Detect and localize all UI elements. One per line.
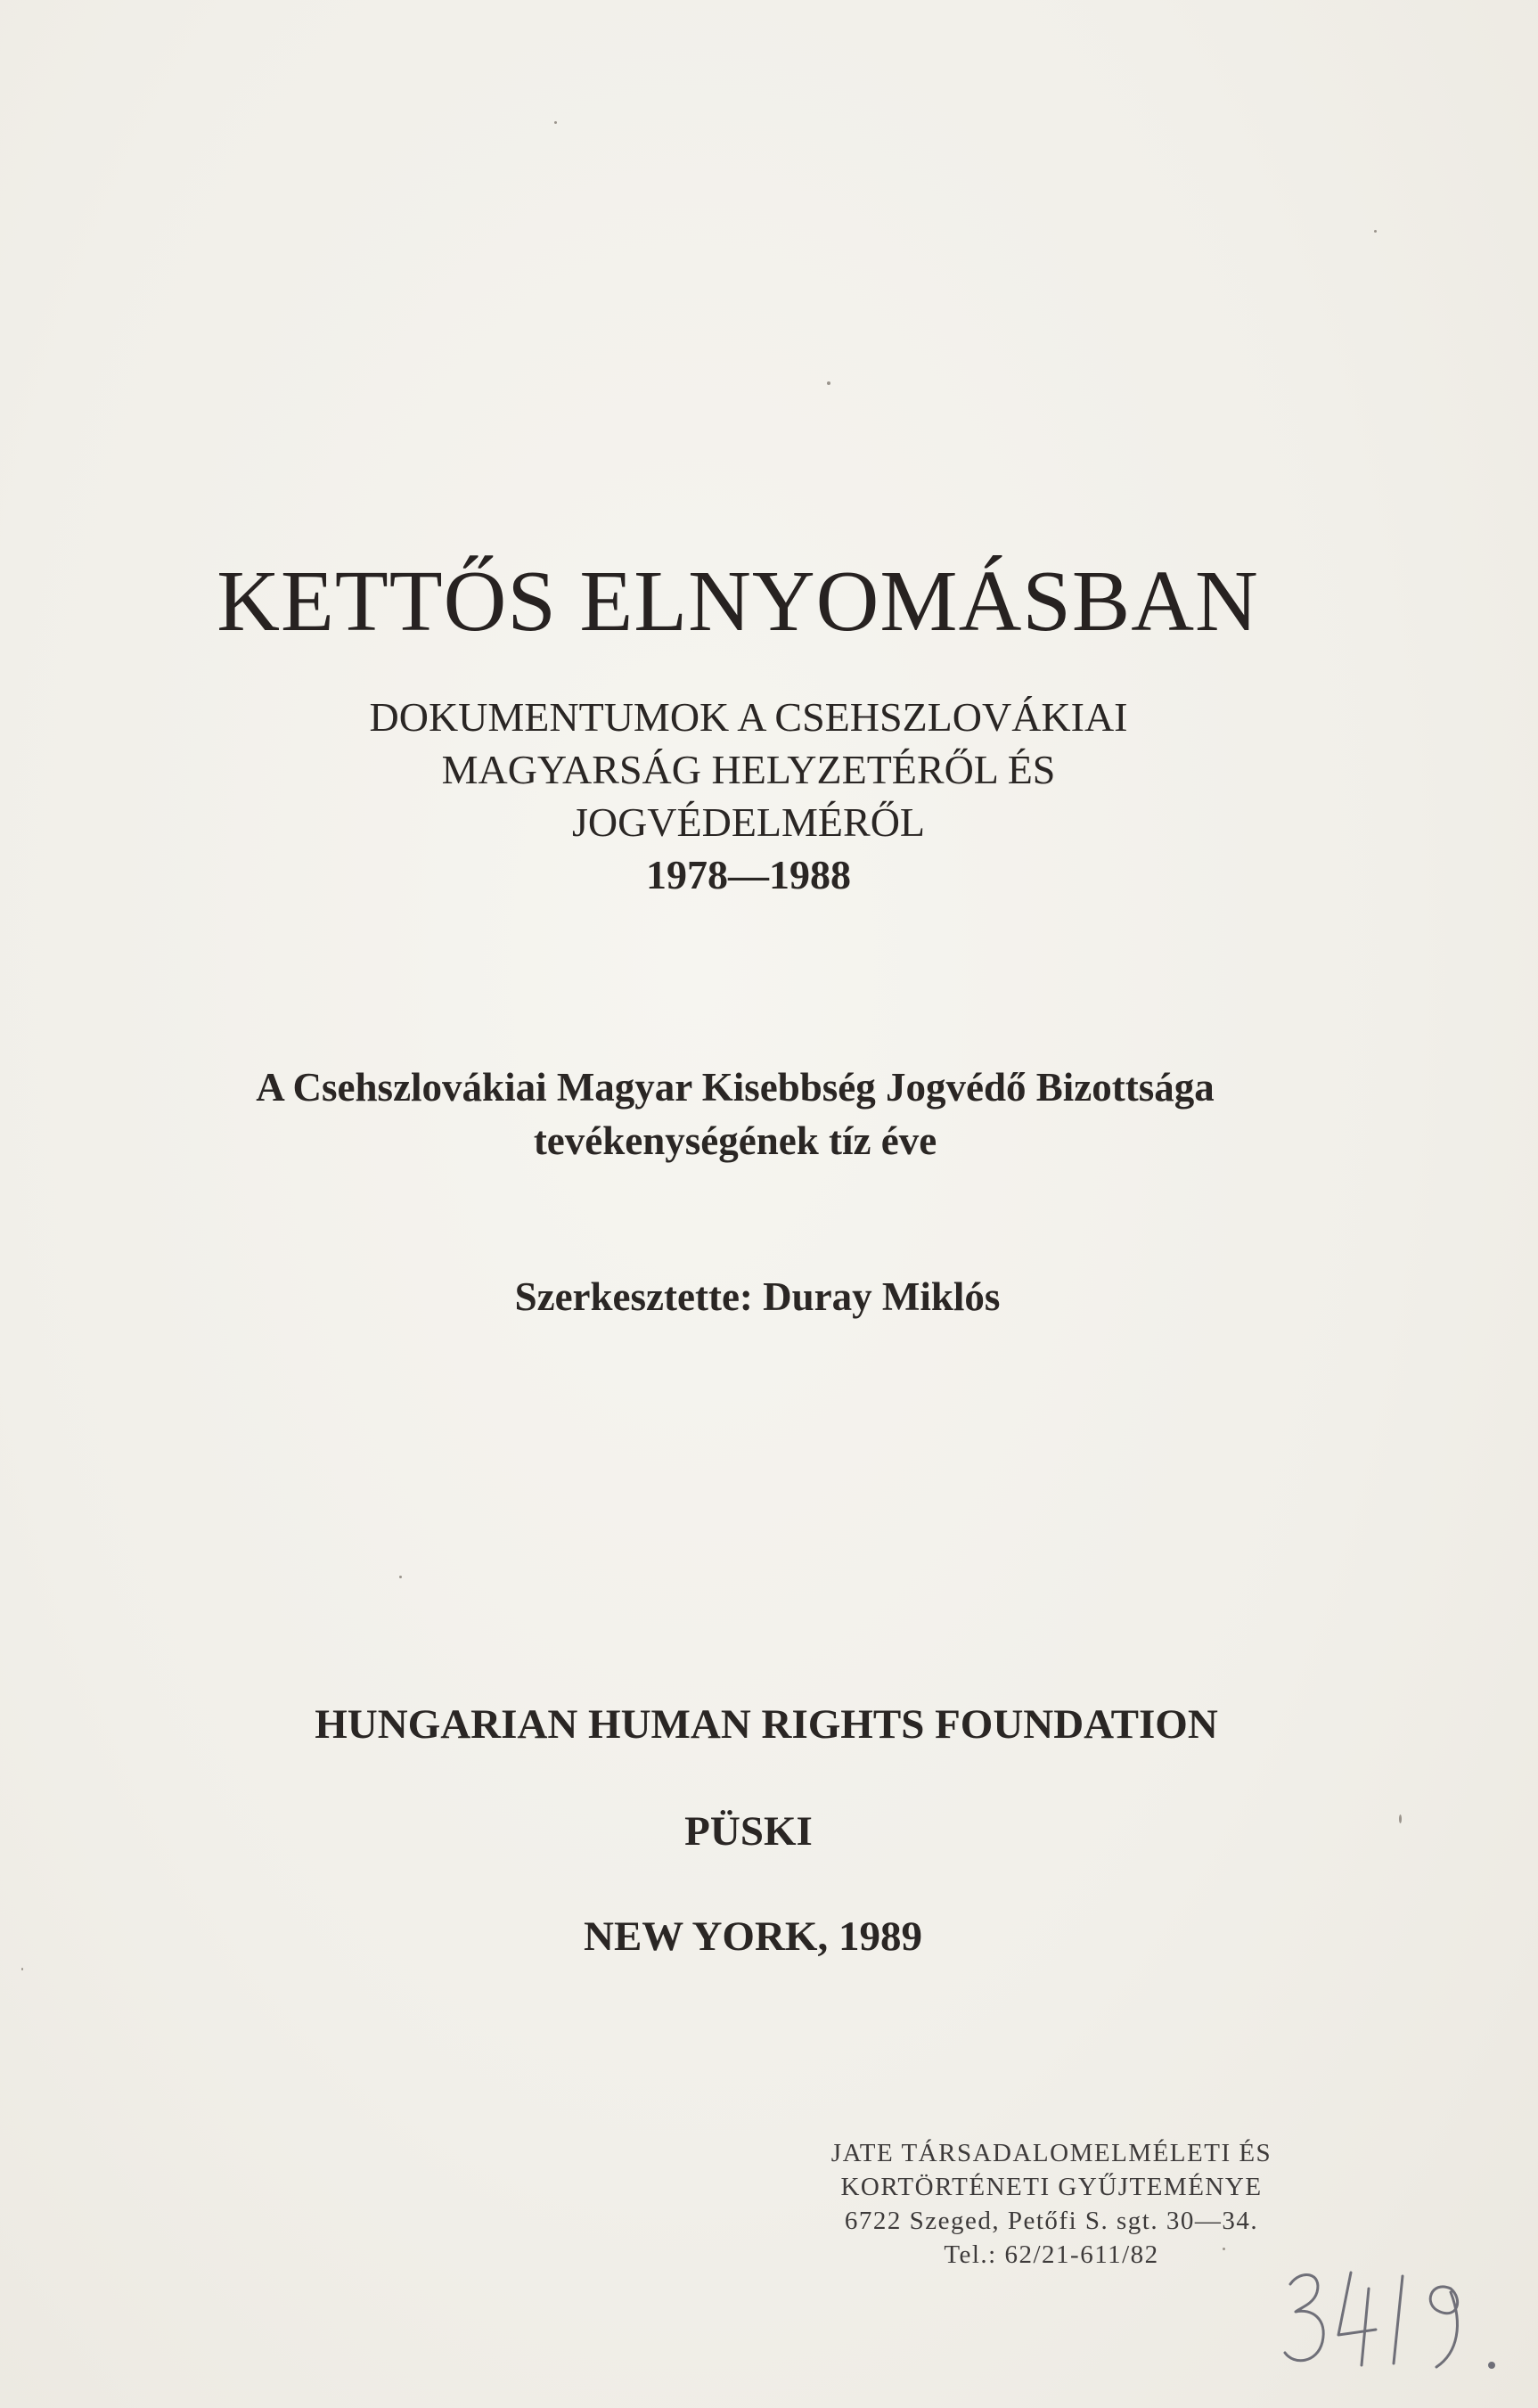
stamp-line-2: KORTÖRTÉNETI GYŰJTEMÉNYE xyxy=(840,2173,1263,2201)
publisher-foundation: HUNGARIAN HUMAN RIGHTS FOUNDATION xyxy=(315,1701,1218,1748)
library-stamp xyxy=(766,2136,1337,2272)
stamp-line-4: Tel.: 62/21-611/82 xyxy=(944,2240,1159,2269)
publisher-name: PÜSKI xyxy=(684,1808,813,1855)
publication-place-year: NEW YORK, 1989 xyxy=(584,1913,922,1960)
subtitle-line-1: DOKUMENTUMOK A CSEHSZLOVÁKIAI xyxy=(369,694,1128,740)
handwritten-number xyxy=(1272,2253,1522,2387)
committee-line-1: A Csehszlovákiai Magyar Kisebbség Jogvédő Bizottsága xyxy=(256,1065,1215,1110)
committee-text xyxy=(143,1061,1328,1167)
stamp-line-1: JATE TÁRSADALOMELMÉLETI ÉS xyxy=(830,2139,1272,2167)
book-title: KETTŐS ELNYOMÁSBAN xyxy=(217,553,1259,650)
subtitle-line-3: JOGVÉDELMÉRŐL xyxy=(571,799,926,845)
subtitle-years: 1978—1988 xyxy=(646,852,851,897)
book-subtitle xyxy=(232,691,1265,901)
editor-credit: Szerkesztette: Duray Miklós xyxy=(514,1274,1001,1319)
committee-line-2: tevékenységének tíz éve xyxy=(533,1118,937,1163)
subtitle-line-2: MAGYARSÁG HELYZETÉRŐL ÉS xyxy=(441,747,1056,792)
stamp-line-3: 6722 Szeged, Petőfi S. sgt. 30—34. xyxy=(844,2207,1259,2235)
